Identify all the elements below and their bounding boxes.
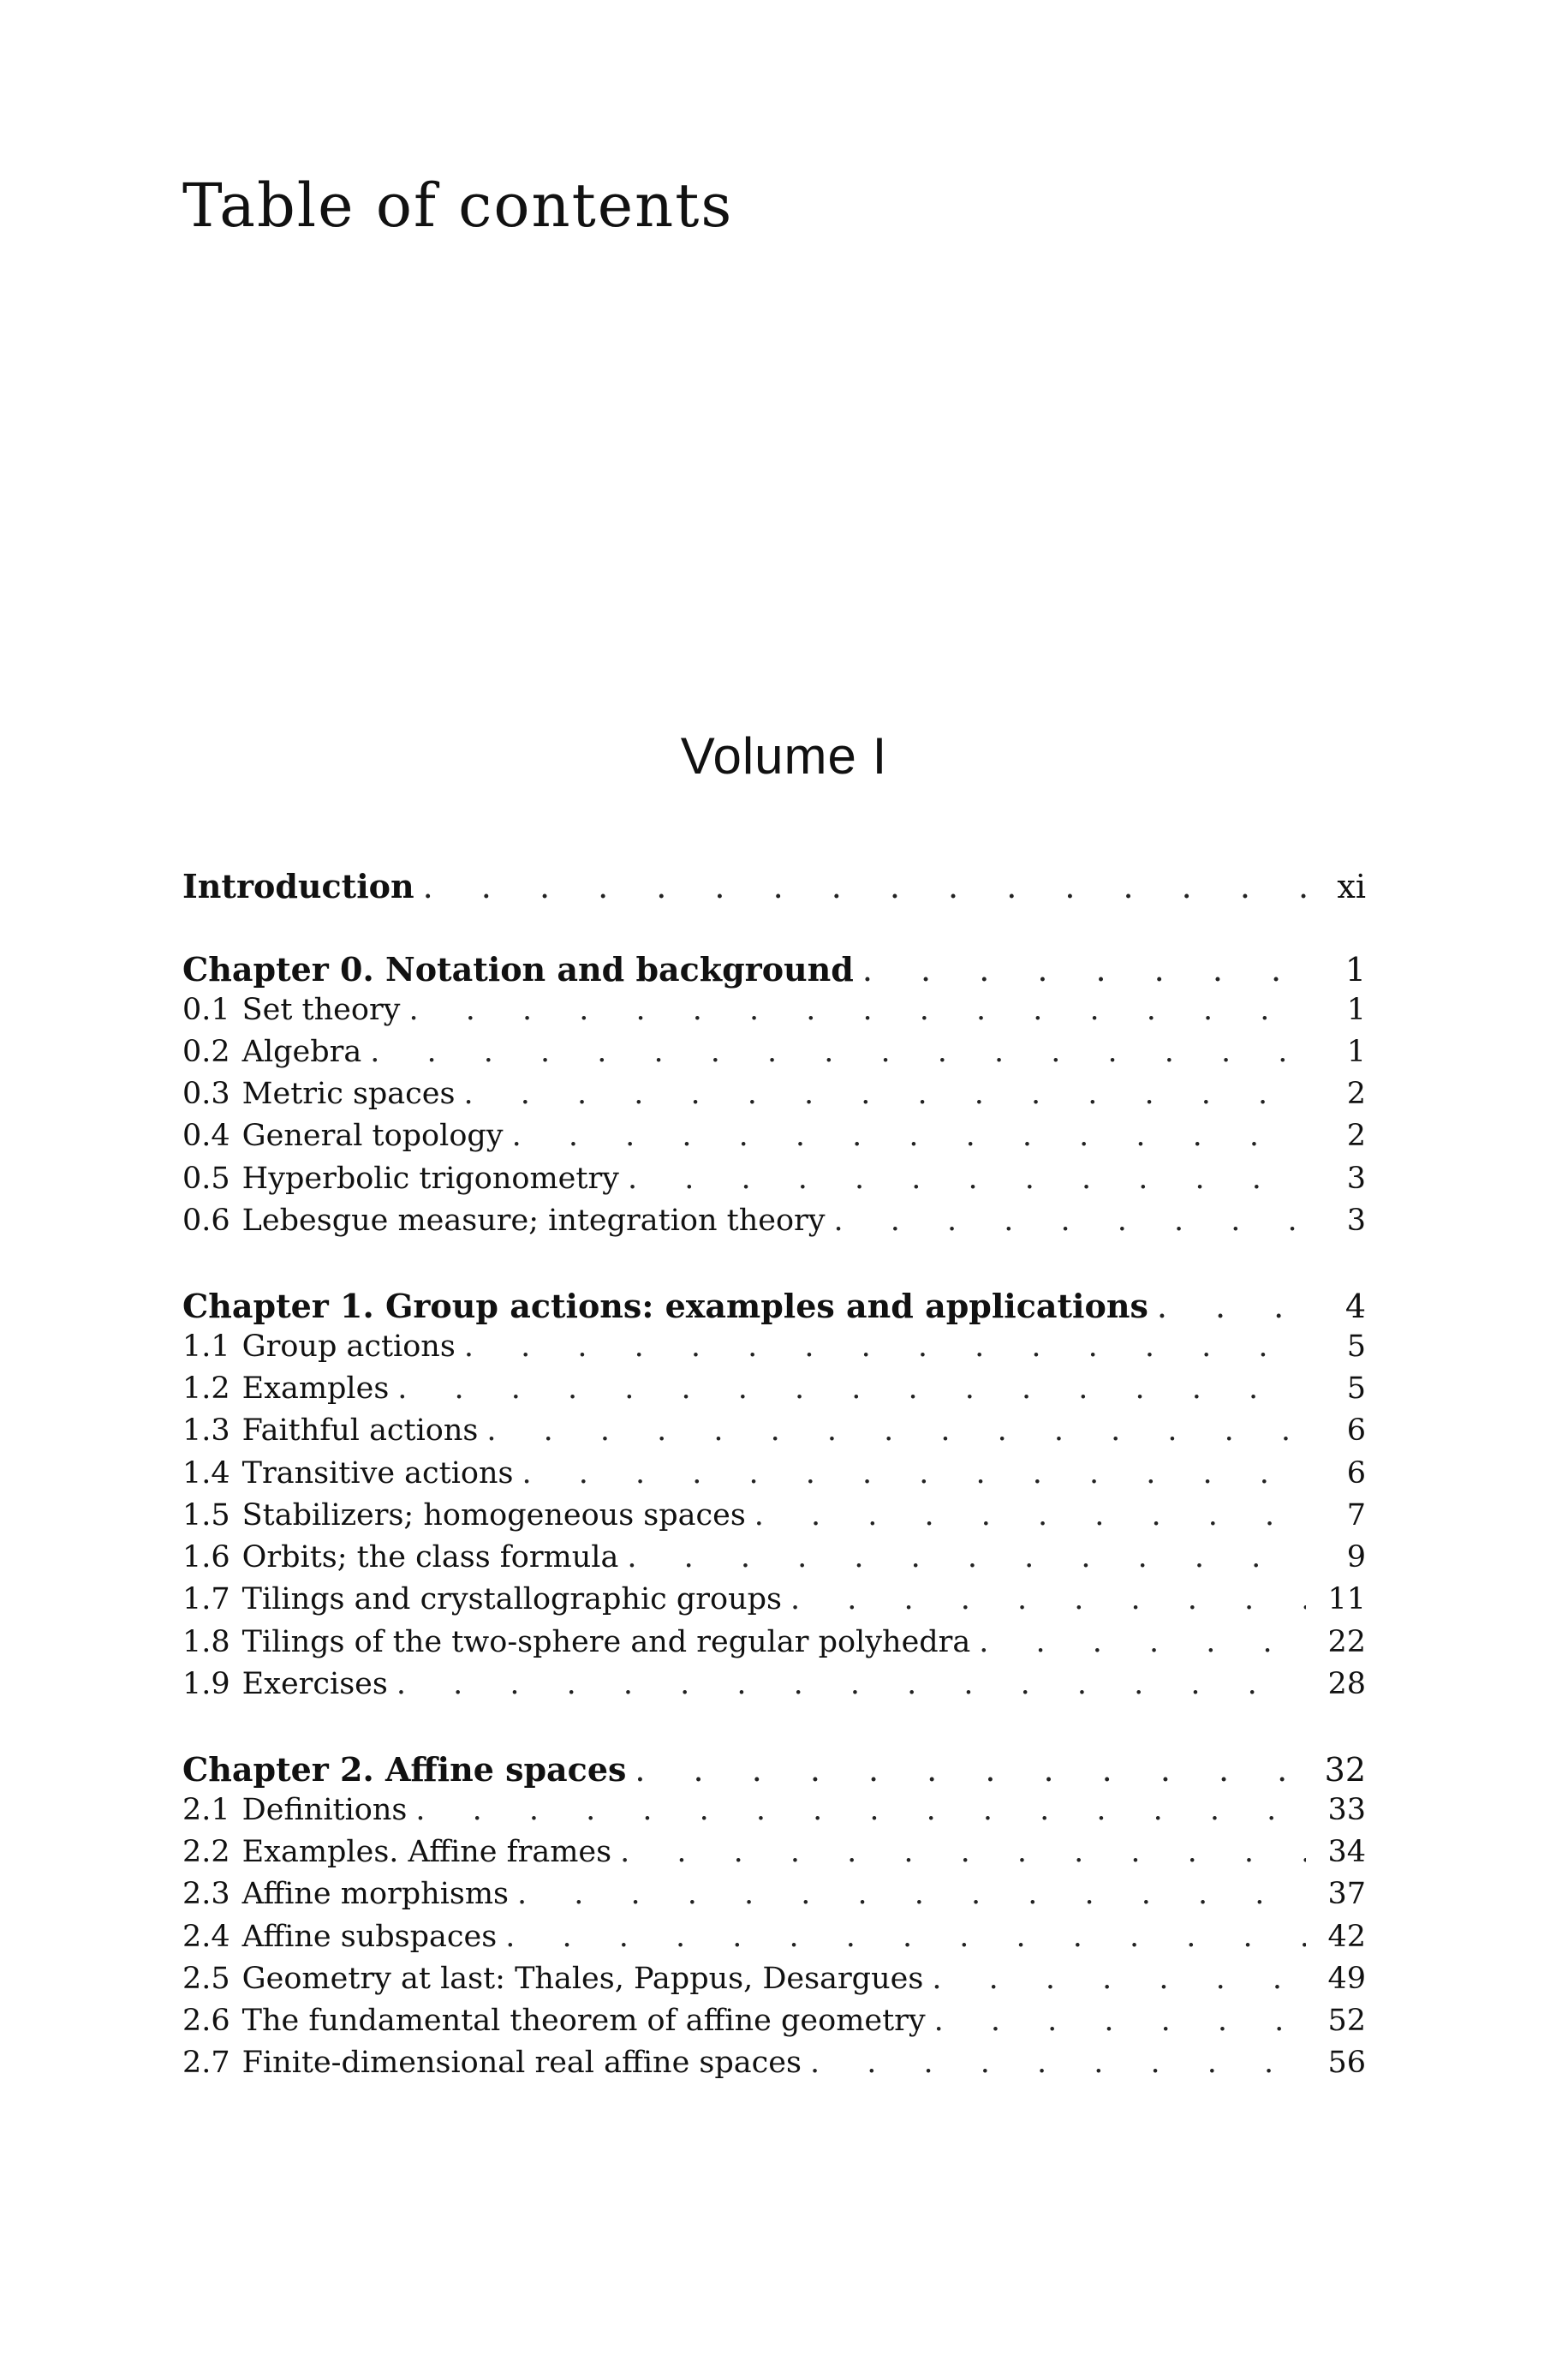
entry-label: Tilings and crystallographic groups bbox=[241, 1582, 783, 1617]
dot-leader bbox=[464, 1329, 1306, 1364]
section-title bbox=[242, 1119, 504, 1153]
dot-leader bbox=[790, 1582, 1306, 1616]
dot-leader bbox=[932, 1962, 1306, 1996]
section-number: 0.2 bbox=[182, 1034, 230, 1069]
entry-label: Affine subspaces bbox=[241, 1919, 498, 1954]
page-number: 4 bbox=[1344, 1288, 1366, 1326]
toc-section-entry[interactable] bbox=[182, 1962, 1366, 2004]
section-title bbox=[242, 1077, 456, 1111]
toc-section-entry[interactable] bbox=[182, 1582, 1366, 1624]
toc-section-entry[interactable] bbox=[182, 2046, 1366, 2088]
page-number: 6 bbox=[1346, 1455, 1366, 1491]
toc-chapter-entry[interactable] bbox=[182, 1750, 1366, 1792]
page-number: 9 bbox=[1346, 1540, 1366, 1575]
section-number: 0.5 bbox=[182, 1161, 230, 1196]
section-title bbox=[242, 1920, 498, 1954]
toc-section-entry[interactable] bbox=[182, 1625, 1366, 1667]
dot-leader bbox=[397, 1371, 1306, 1406]
section-number: 1.4 bbox=[182, 1455, 230, 1491]
section-number: 1.7 bbox=[182, 1582, 230, 1617]
dot-leader bbox=[370, 1035, 1306, 1069]
dot-leader bbox=[810, 2046, 1306, 2080]
chapter-title bbox=[182, 867, 414, 905]
dot-leader bbox=[408, 993, 1306, 1027]
toc-section-entry[interactable] bbox=[182, 1413, 1366, 1455]
section-title bbox=[242, 1413, 479, 1448]
dot-leader bbox=[934, 2004, 1306, 2038]
entry-label: Transitive actions bbox=[241, 1455, 514, 1491]
entry-label: Algebra bbox=[241, 1034, 362, 1069]
dot-leader bbox=[517, 1877, 1306, 1911]
entry-label: Affine spaces bbox=[385, 1750, 627, 1789]
page-number: 32 bbox=[1324, 1751, 1366, 1789]
toc-section-entry[interactable] bbox=[182, 2004, 1366, 2046]
page-number: 5 bbox=[1346, 1371, 1366, 1406]
entry-label: General topology bbox=[241, 1119, 504, 1154]
section-title bbox=[242, 2004, 926, 2038]
section-title bbox=[242, 1371, 390, 1406]
entry-label: Notation and background bbox=[385, 950, 854, 989]
section-title bbox=[242, 1540, 619, 1574]
page-number: 6 bbox=[1346, 1413, 1366, 1449]
dot-leader bbox=[463, 1077, 1306, 1111]
section-title bbox=[242, 1793, 408, 1827]
entry-label: Metric spaces bbox=[241, 1077, 456, 1112]
page-number: 28 bbox=[1327, 1667, 1366, 1702]
toc-section-entry[interactable] bbox=[182, 1877, 1366, 1919]
page-number: 42 bbox=[1327, 1919, 1366, 1954]
section-title bbox=[242, 2046, 802, 2080]
section-number: 1.6 bbox=[182, 1540, 230, 1575]
page-number: 3 bbox=[1346, 1204, 1366, 1239]
entry-label: Group actions bbox=[241, 1329, 456, 1364]
section-number: 2.2 bbox=[182, 1834, 230, 1869]
entry-label: The fundamental theorem of affine geometry bbox=[241, 2004, 926, 2039]
section-number: 2.6 bbox=[182, 2004, 230, 2039]
toc-section-entry[interactable] bbox=[182, 1035, 1366, 1077]
section-number: 1.8 bbox=[182, 1624, 230, 1659]
entry-label: Tilings of the two-sphere and regular polyhedra bbox=[241, 1624, 971, 1659]
page-title: Table of contents bbox=[182, 170, 734, 241]
section-title bbox=[242, 1835, 611, 1869]
dot-leader bbox=[396, 1667, 1306, 1701]
section-number: 0.1 bbox=[182, 992, 230, 1027]
page-number: 7 bbox=[1346, 1497, 1366, 1533]
page-number: 1 bbox=[1346, 992, 1366, 1027]
page-number: 5 bbox=[1346, 1329, 1366, 1364]
chapter-number: Chapter 2. bbox=[182, 1750, 374, 1789]
chapter-number: Chapter 0. bbox=[182, 950, 374, 989]
section-number: 1.9 bbox=[182, 1667, 230, 1702]
entry-label: Geometry at last: Thales, Pappus, Desargues bbox=[241, 1961, 924, 1996]
section-number: 0.3 bbox=[182, 1077, 230, 1112]
page-number: 3 bbox=[1346, 1161, 1366, 1196]
dot-leader bbox=[754, 1498, 1306, 1533]
dot-leader bbox=[628, 1162, 1306, 1196]
chapter-title bbox=[182, 1287, 1148, 1325]
entry-label: Definitions bbox=[241, 1792, 408, 1827]
entry-label: Hyperbolic trigonometry bbox=[241, 1161, 619, 1196]
section-title bbox=[242, 1035, 362, 1069]
dot-leader bbox=[415, 1793, 1306, 1827]
page-number: 34 bbox=[1327, 1834, 1366, 1869]
toc-section-entry[interactable] bbox=[182, 1456, 1366, 1498]
page-number: 33 bbox=[1327, 1792, 1366, 1827]
entry-label: Set theory bbox=[241, 992, 401, 1027]
section-number: 1.3 bbox=[182, 1413, 230, 1449]
toc-section-entry[interactable] bbox=[182, 1077, 1366, 1119]
section-number: 2.3 bbox=[182, 1877, 230, 1912]
entry-label: Examples bbox=[241, 1371, 390, 1406]
section-title bbox=[242, 1625, 971, 1659]
toc-section-entry[interactable] bbox=[182, 1835, 1366, 1877]
section-number: 2.7 bbox=[182, 2046, 230, 2081]
section-title bbox=[242, 993, 401, 1027]
toc-section-entry[interactable] bbox=[182, 1371, 1366, 1413]
section-title bbox=[242, 1877, 509, 1911]
page-number: xi bbox=[1337, 868, 1366, 905]
section-number: 0.4 bbox=[182, 1119, 230, 1154]
page-number: 52 bbox=[1327, 2004, 1366, 2039]
table-of-contents bbox=[182, 867, 1366, 2088]
entry-label: Exercises bbox=[241, 1667, 388, 1702]
volume-title: Volume I bbox=[680, 727, 888, 785]
dot-leader bbox=[834, 1204, 1306, 1238]
toc-chapter-entry[interactable] bbox=[182, 950, 1366, 992]
entry-label: Faithful actions bbox=[241, 1413, 479, 1449]
section-title bbox=[242, 1962, 924, 1996]
toc-section-entry[interactable] bbox=[182, 1540, 1366, 1582]
toc-section-entry[interactable] bbox=[182, 1329, 1366, 1371]
dot-leader bbox=[522, 1456, 1306, 1491]
entry-label: Introduction bbox=[182, 867, 414, 905]
chapter-title bbox=[182, 1750, 626, 1789]
section-title bbox=[242, 1329, 456, 1364]
section-number: 0.6 bbox=[182, 1204, 230, 1239]
dot-leader bbox=[862, 951, 1306, 989]
dot-leader bbox=[512, 1119, 1306, 1153]
section-title bbox=[242, 1582, 782, 1616]
dot-leader bbox=[627, 1540, 1306, 1574]
toc-section-entry[interactable] bbox=[182, 1793, 1366, 1835]
entry-label: Lebesgue measure; integration theory bbox=[241, 1204, 826, 1239]
section-number: 1.1 bbox=[182, 1329, 230, 1364]
section-number: 1.5 bbox=[182, 1497, 230, 1533]
toc-section-entry[interactable] bbox=[182, 993, 1366, 1035]
entry-label: Group actions: examples and applications bbox=[385, 1287, 1148, 1326]
section-title bbox=[242, 1667, 388, 1701]
page-number: 1 bbox=[1346, 1034, 1366, 1069]
section-title bbox=[242, 1162, 619, 1196]
page-number: 11 bbox=[1327, 1582, 1366, 1617]
entry-label: Stabilizers; homogeneous spaces bbox=[241, 1497, 746, 1533]
page-number: 49 bbox=[1327, 1961, 1366, 1996]
section-title bbox=[242, 1456, 514, 1491]
page-number: 37 bbox=[1327, 1877, 1366, 1912]
toc-section-entry[interactable] bbox=[182, 1119, 1366, 1161]
entry-label: Finite-dimensional real affine spaces bbox=[241, 2046, 802, 2081]
chapter-title bbox=[182, 950, 854, 989]
dot-leader bbox=[1157, 1288, 1306, 1325]
page-number: 56 bbox=[1327, 2046, 1366, 2081]
entry-label: Orbits; the class formula bbox=[241, 1540, 619, 1575]
toc-chapter-entry[interactable] bbox=[182, 1287, 1366, 1329]
dot-leader bbox=[423, 868, 1306, 905]
section-number: 2.4 bbox=[182, 1919, 230, 1954]
page-number: 1 bbox=[1344, 951, 1366, 989]
section-number: 2.1 bbox=[182, 1792, 230, 1827]
section-number: 1.2 bbox=[182, 1371, 230, 1406]
section-title bbox=[242, 1498, 746, 1533]
toc-section-entry[interactable] bbox=[182, 1667, 1366, 1709]
page-number: 2 bbox=[1346, 1077, 1366, 1112]
section-title bbox=[242, 1204, 826, 1238]
toc-section-entry[interactable] bbox=[182, 1498, 1366, 1540]
entry-label: Affine morphisms bbox=[241, 1877, 510, 1912]
dot-leader bbox=[486, 1413, 1306, 1448]
toc-chapter-entry[interactable] bbox=[182, 867, 1366, 909]
dot-leader bbox=[979, 1625, 1306, 1659]
page-number: 2 bbox=[1346, 1119, 1366, 1154]
dot-leader bbox=[505, 1920, 1306, 1954]
page-number: 22 bbox=[1327, 1624, 1366, 1659]
section-number: 2.5 bbox=[182, 1961, 230, 1996]
chapter-number: Chapter 1. bbox=[182, 1287, 374, 1326]
toc-section-entry[interactable] bbox=[182, 1162, 1366, 1204]
entry-label: Examples. Affine frames bbox=[241, 1834, 612, 1869]
dot-leader bbox=[620, 1835, 1306, 1869]
toc-section-entry[interactable] bbox=[182, 1920, 1366, 1962]
dot-leader bbox=[635, 1751, 1306, 1789]
toc-section-entry[interactable] bbox=[182, 1204, 1366, 1246]
